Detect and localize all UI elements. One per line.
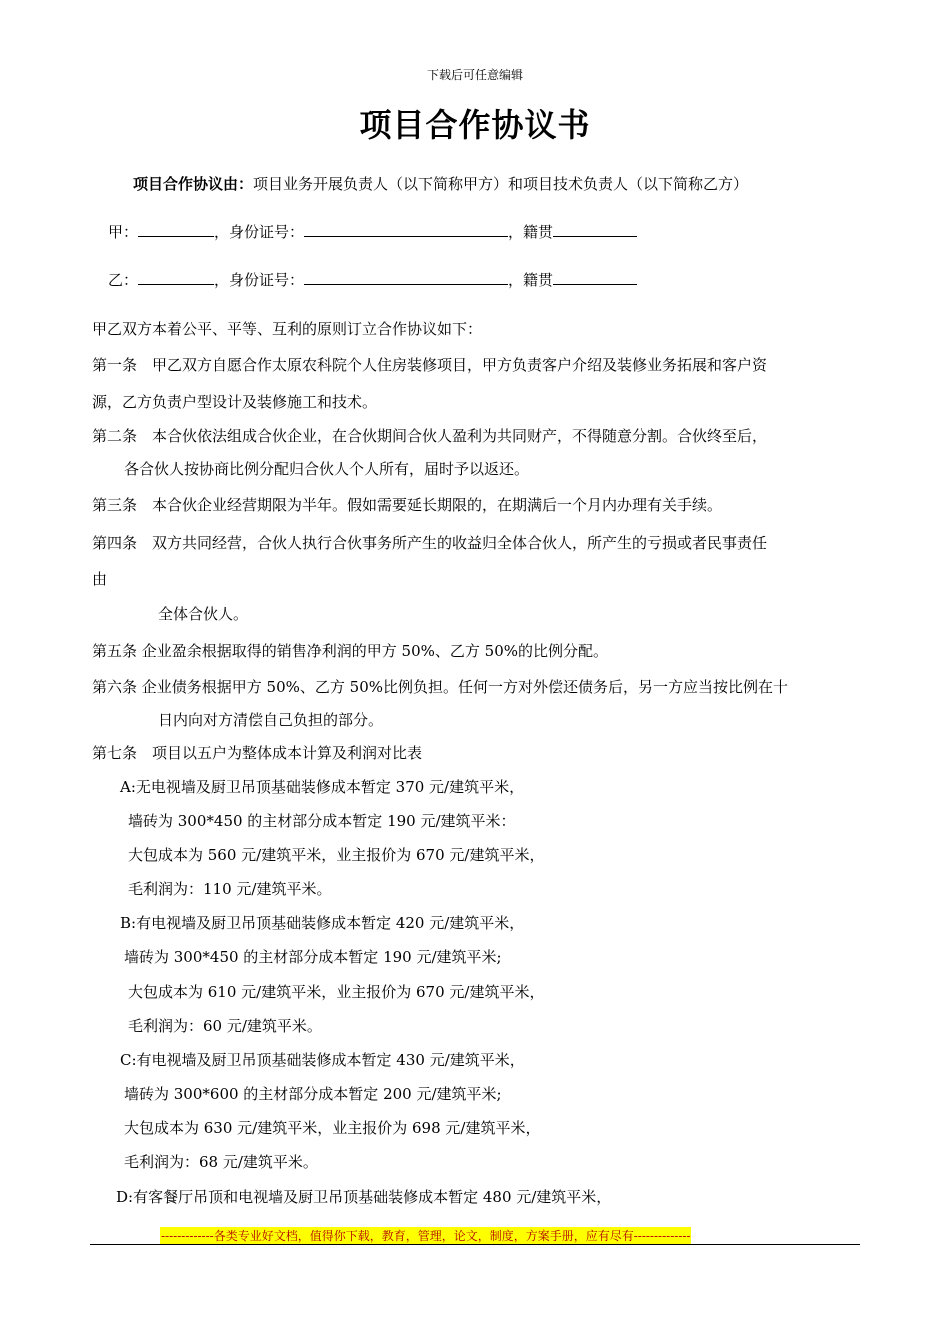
option-c-line-3: 大包成本为 630 元/建筑平米，业主报价为 698 元/建筑平米， [124,1119,541,1137]
option-a-line-2: 墙砖为 300*450 的主材部分成本暂定 190 元/建筑平米： [128,812,516,830]
party-yi-origin-label: ，籍贯 [508,271,554,289]
article-2-line-2: 各合伙人按协商比例分配归合伙人个人所有，届时予以返还。 [124,460,530,478]
intro-text: 项目业务开展负责人（以下简称甲方）和项目技术负责人（以下简称乙方） [253,175,749,193]
party-yi-label: 乙： [108,271,139,289]
party-jia-id-label: ，身份证号： [214,223,305,241]
party-jia-name-blank [138,222,214,237]
party-jia-label: 甲： [108,223,139,241]
party-jia-row [108,221,637,242]
article-1-line-1: 第一条 甲乙双方自愿合作太原农科院个人住房装修项目，甲方负责客户介绍及装修业务拓展和客户资 [92,356,768,374]
option-a-line-3: 大包成本为 560 元/建筑平米，业主报价为 670 元/建筑平米， [128,846,545,864]
article-4-line-1: 第四条 双方共同经营，合伙人执行合伙事务所产生的收益归全体合伙人，所产生的亏损或者民事责任 [92,534,768,552]
intro-paragraph [133,173,748,194]
article-6-line-1: 第六条 企业债务根据甲方 50%、乙方 50%比例负担。任何一方对外偿还债务后，另一方应当按比例在十 [92,678,788,696]
party-yi-id-label: ，身份证号： [214,271,305,289]
option-a-line-4: 毛利润为：110 元/建筑平米。 [128,880,332,898]
article-6-line-2: 日内向对方清偿自己负担的部分。 [158,711,384,729]
option-c-line-2: 墙砖为 300*600 的主材部分成本暂定 200 元/建筑平米; [124,1085,502,1103]
party-jia-id-blank [304,222,508,237]
article-1-line-2: 源，乙方负责户型设计及装修施工和技术。 [92,393,378,411]
option-a-line-1: A:无电视墙及厨卫吊顶基础装修成本暂定 370 元/建筑平米， [120,778,525,796]
party-yi-id-blank [304,270,508,285]
option-b-line-2: 墙砖为 300*450 的主材部分成本暂定 190 元/建筑平米; [124,948,502,966]
option-d-line-1: D:有客餐厅吊顶和电视墙及厨卫吊顶基础装修成本暂定 480 元/建筑平米， [116,1188,612,1206]
article-3: 第三条 本合伙企业经营期限为半年。假如需要延长期限的，在期满后一个月内办理有关手续。 [92,496,723,514]
option-b-line-1: B:有电视墙及厨卫吊顶基础装修成本暂定 420 元/建筑平米， [120,914,525,932]
document-title: 项目合作协议书 [359,106,591,144]
option-b-line-3: 大包成本为 610 元/建筑平米，业主报价为 670 元/建筑平米， [128,983,545,1001]
option-c-line-1: C:有电视墙及厨卫吊顶基础装修成本暂定 430 元/建筑平米， [120,1051,525,1069]
preamble: 甲乙双方本着公平、平等、互利的原则订立合作协议如下： [92,320,483,338]
option-b-line-4: 毛利润为：60 元/建筑平米。 [128,1017,322,1035]
article-4-line-3: 全体合伙人。 [158,605,249,623]
party-yi-row [108,269,637,290]
party-jia-origin-label: ，籍贯 [508,223,554,241]
party-yi-name-blank [138,270,214,285]
article-7: 第七条 项目以五户为整体成本计算及利润对比表 [92,744,423,762]
intro-lead: 项目合作协议由： [133,175,254,193]
option-c-line-4: 毛利润为：68 元/建筑平米。 [124,1153,318,1171]
article-5: 第五条 企业盈余根据取得的销售净利润的甲方 50%、乙方 50%的比例分配。 [92,642,608,660]
article-4-line-2: 由 [92,570,108,588]
party-jia-origin-blank [553,222,637,237]
footer-divider [90,1244,860,1245]
party-yi-origin-blank [553,270,637,285]
footer-promo-note: -------------各类专业好文档，值得你下载，教育，管理，论文，制度，方案手册，应有尽有-------------- [161,1229,691,1243]
header-note: 下载后可任意编辑 [426,68,523,82]
article-2-line-1: 第二条 本合伙依法组成合伙企业，在合伙期间合伙人盈利为共同财产，不得随意分割。合伙终至后， [92,427,768,445]
